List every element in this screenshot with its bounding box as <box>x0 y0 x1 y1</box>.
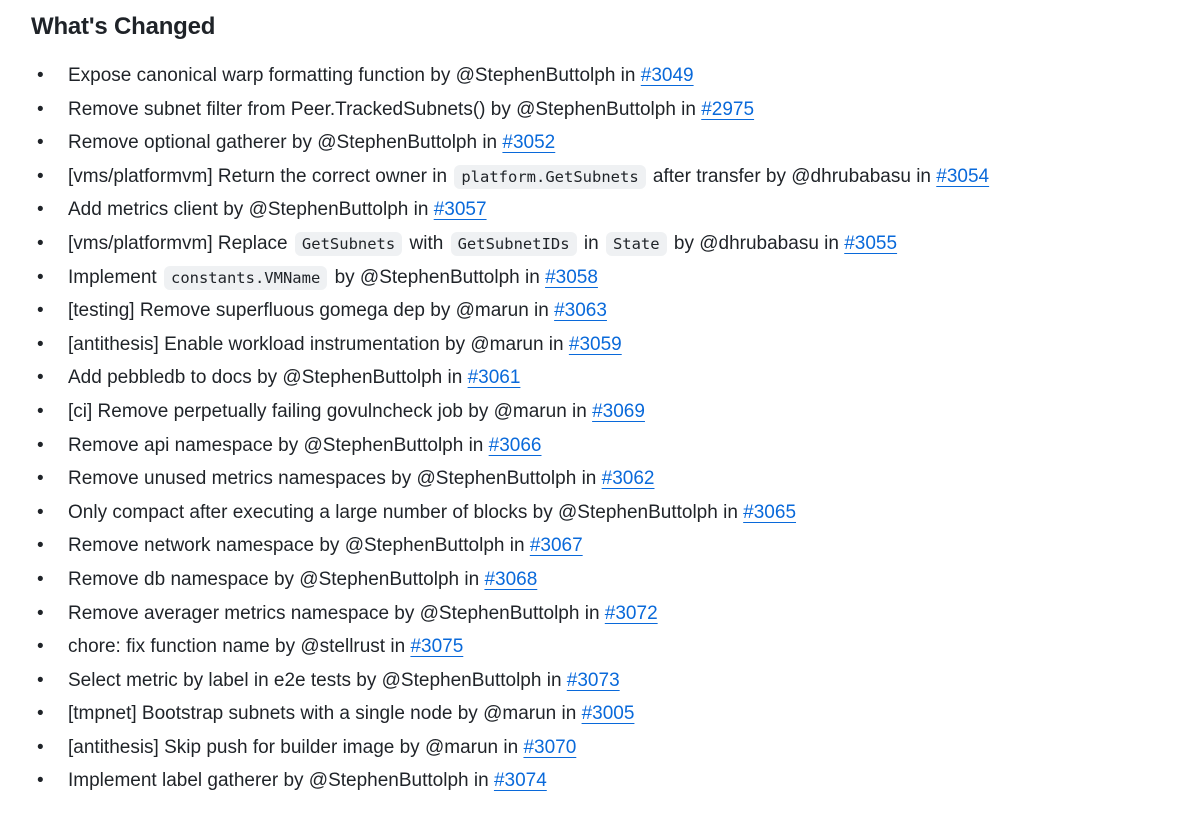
list-item <box>31 163 1200 197</box>
list-item <box>31 196 1200 230</box>
bullet-icon: • <box>37 65 44 86</box>
item-text: in <box>578 232 604 254</box>
list-item <box>31 667 1200 701</box>
pr-link[interactable]: #3068 <box>484 568 538 590</box>
pr-link[interactable]: #3075 <box>410 636 464 658</box>
bullet-icon: • <box>37 468 44 490</box>
bullet-icon: • <box>37 770 44 792</box>
bullet-icon: • <box>37 232 44 254</box>
item-text: [ci] Remove perpetually failing govulncheck job by @marun in <box>68 400 593 422</box>
item-text: Remove db namespace by @StephenButtolph in <box>68 568 485 590</box>
item-text: by @dhrubabasu in <box>668 232 845 254</box>
item-text: Remove unused metrics namespaces by @StephenButtolph in <box>68 468 602 490</box>
bullet-icon: • <box>37 568 44 590</box>
pr-link[interactable]: #3062 <box>601 468 655 490</box>
bullet-icon: • <box>37 98 44 120</box>
pr-link[interactable]: #3049 <box>640 65 694 86</box>
pr-link[interactable]: #2975 <box>701 98 755 120</box>
pr-link[interactable]: #3066 <box>488 434 542 456</box>
list-item <box>31 767 1200 801</box>
pr-link[interactable]: #3057 <box>433 199 487 221</box>
item-text: Expose canonical warp formatting function by @StephenButtolph in <box>68 65 641 86</box>
inline-code: State <box>606 232 667 256</box>
pr-link[interactable]: #3065 <box>743 501 797 523</box>
item-text: [antithesis] Enable workload instrumentation by @marun in <box>68 333 569 355</box>
pr-link[interactable]: #3061 <box>467 367 521 389</box>
pr-link[interactable]: #3073 <box>566 669 620 691</box>
inline-code: GetSubnetIDs <box>451 232 577 256</box>
item-text: [antithesis] Skip push for builder image by @marun in <box>68 736 524 758</box>
list-item <box>31 62 1200 96</box>
item-text: after transfer by @dhrubabasu in <box>647 165 937 187</box>
bullet-icon: • <box>37 400 44 422</box>
item-text: [tmpnet] Bootstrap subnets with a single node by @marun in <box>68 703 582 725</box>
pr-link[interactable]: #3063 <box>554 300 607 322</box>
item-text: Remove api namespace by @StephenButtolph in <box>68 434 489 456</box>
pr-link[interactable]: #3074 <box>493 770 547 792</box>
list-item <box>31 331 1200 365</box>
item-text: Select metric by label in e2e tests by @StephenButtolph in <box>68 669 567 691</box>
list-item <box>31 432 1200 466</box>
bullet-icon: • <box>37 199 44 221</box>
list-item <box>31 734 1200 768</box>
list-item <box>31 230 1200 264</box>
list-item <box>31 633 1200 667</box>
bullet-icon: • <box>37 165 44 187</box>
bullet-icon: • <box>37 132 44 154</box>
bullet-icon: • <box>37 266 44 288</box>
bullet-icon: • <box>37 367 44 389</box>
list-item <box>31 566 1200 600</box>
list-item <box>31 297 1200 331</box>
list-item <box>31 364 1200 398</box>
item-text: Add pebbledb to docs by @StephenButtolph in <box>68 367 468 389</box>
bullet-icon: • <box>37 736 44 758</box>
bullet-icon: • <box>37 434 44 456</box>
list-item <box>31 465 1200 499</box>
list-item <box>31 600 1200 634</box>
bullet-icon: • <box>37 535 44 557</box>
pr-link[interactable]: #3069 <box>592 400 645 422</box>
item-text: Remove subnet filter from Peer.TrackedSubnets() by @StephenButtolph in <box>68 98 702 120</box>
pr-link[interactable]: #3055 <box>844 232 898 254</box>
item-text: Remove network namespace by @StephenButtolph in <box>68 535 530 557</box>
list-item <box>31 700 1200 734</box>
item-text: [vms/platformvm] Replace <box>68 232 293 254</box>
item-text: Implement label gatherer by @StephenButtolph in <box>68 770 494 792</box>
inline-code: constants.VMName <box>164 266 327 290</box>
item-text: Remove averager metrics namespace by @StephenButtolph in <box>68 602 605 624</box>
item-text: chore: fix function name by @stellrust in <box>68 636 411 658</box>
list-item <box>31 499 1200 533</box>
list-item <box>31 264 1200 298</box>
inline-code: GetSubnets <box>295 232 402 256</box>
bullet-icon: • <box>37 636 44 658</box>
section-heading: What's Changed <box>31 13 216 40</box>
pr-link[interactable]: #3058 <box>545 266 598 288</box>
bullet-icon: • <box>37 669 44 691</box>
item-text: with <box>404 232 449 254</box>
inline-code: platform.GetSubnets <box>454 165 645 189</box>
pr-link[interactable]: #3067 <box>529 535 583 557</box>
list-item <box>31 129 1200 163</box>
pr-link[interactable]: #3005 <box>581 703 635 725</box>
list-item <box>31 398 1200 432</box>
pr-link[interactable]: #3059 <box>568 333 622 355</box>
list-item <box>31 532 1200 566</box>
pr-link[interactable]: #3072 <box>604 602 658 624</box>
item-text: [testing] Remove superfluous gomega dep by @marun in <box>68 300 555 322</box>
item-text: Add metrics client by @StephenButtolph in <box>68 199 434 221</box>
bullet-icon: • <box>37 703 44 725</box>
bullet-icon: • <box>37 333 44 355</box>
bullet-icon: • <box>37 602 44 624</box>
list-item <box>31 96 1200 130</box>
item-text: [vms/platformvm] Return the correct owner in <box>68 165 453 187</box>
pr-link[interactable]: #3054 <box>936 165 990 187</box>
pr-link[interactable]: #3052 <box>502 132 556 154</box>
bullet-icon: • <box>37 501 44 523</box>
item-text: Implement <box>68 266 162 288</box>
bullet-icon: • <box>37 300 44 322</box>
pr-link[interactable]: #3070 <box>523 736 577 758</box>
item-text: Only compact after executing a large number of blocks by @StephenButtolph in <box>68 501 744 523</box>
item-text: Remove optional gatherer by @StephenButtolph in <box>68 132 503 154</box>
change-list <box>31 62 1200 801</box>
item-text: by @StephenButtolph in <box>329 266 546 288</box>
